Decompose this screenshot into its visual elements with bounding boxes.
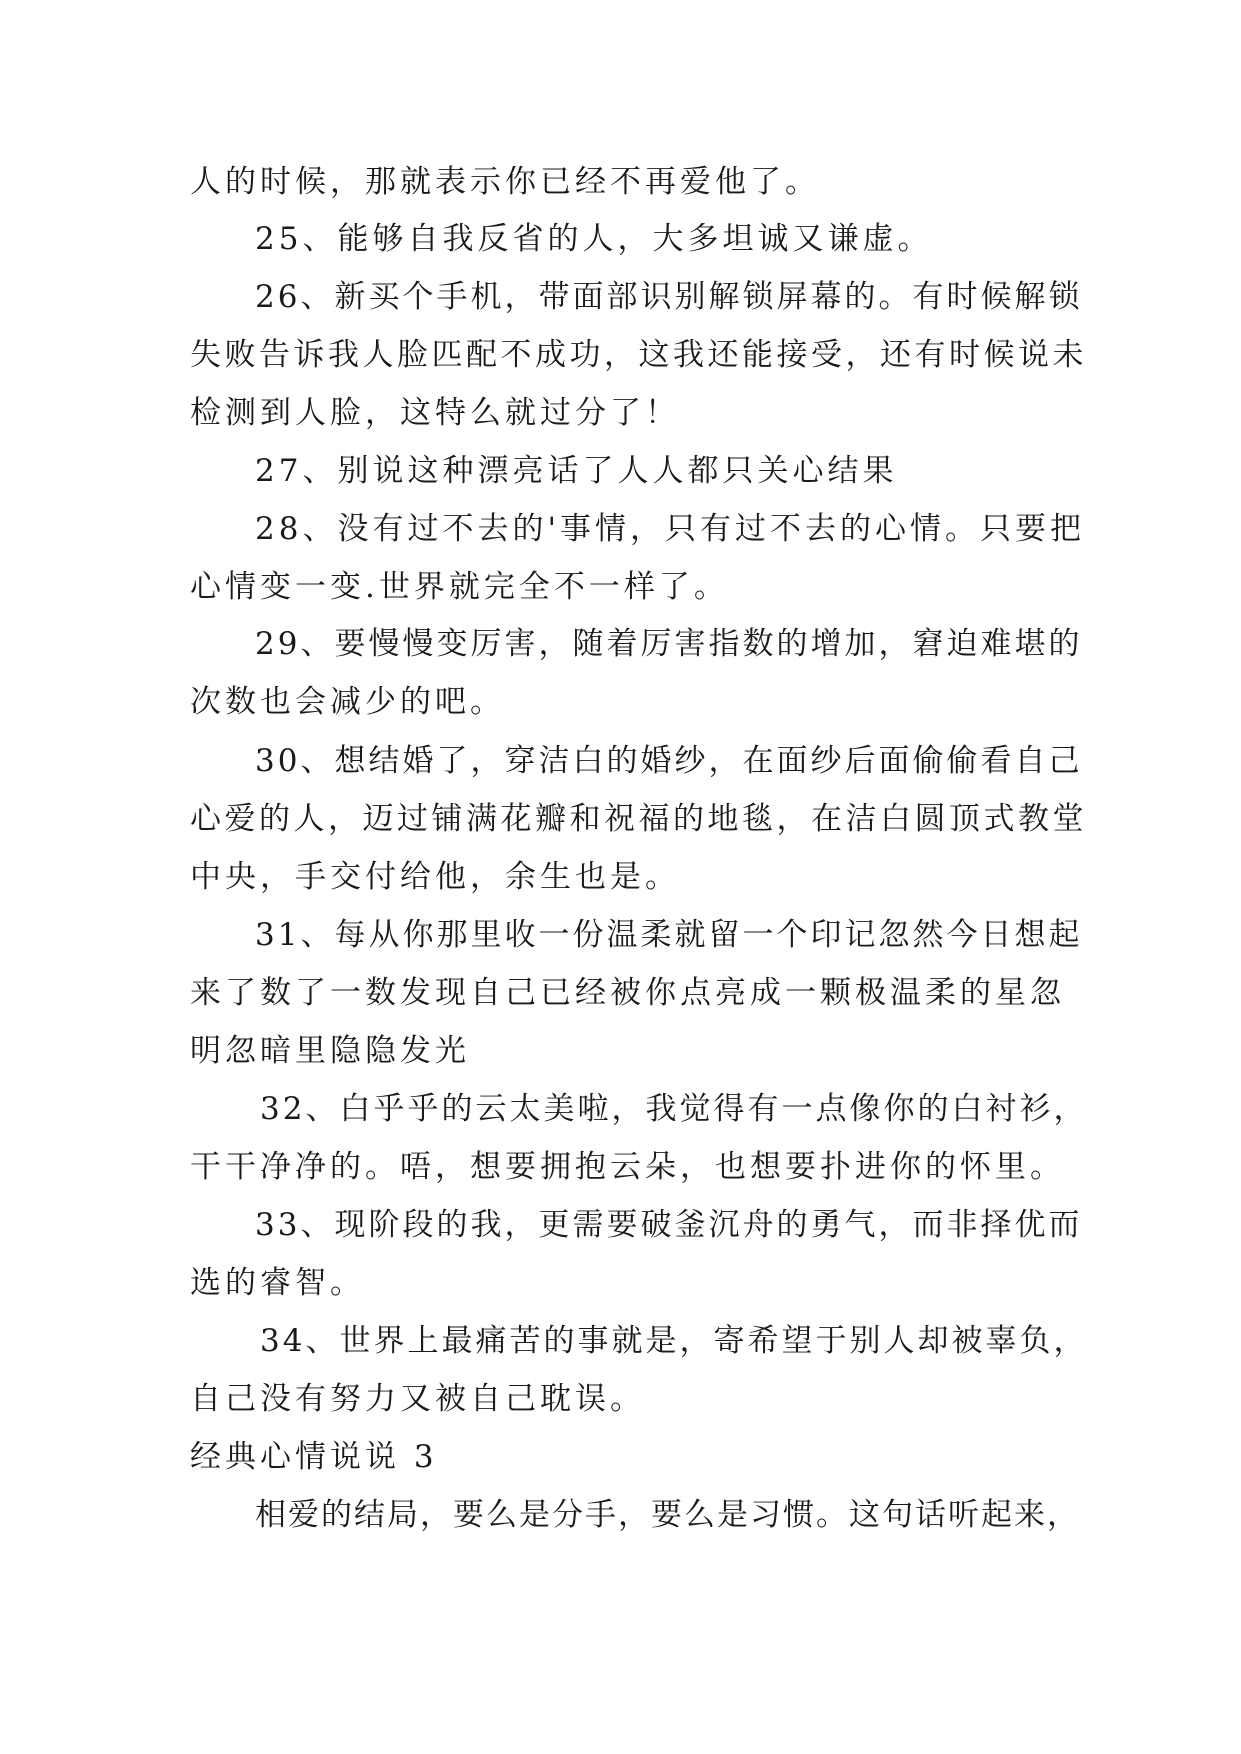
text-line: 次数也会减少的吧。 [190, 684, 505, 720]
text-line: 34、世界上最痛苦的事就是，寄希望于别人却被辜负， [260, 1323, 1088, 1359]
text-line: 来了数了一数发现自己已经被你点亮成一颗极温柔的星忽 [190, 975, 1065, 1011]
text-line: 28、没有过不去的'事情，只有过不去的心情。只要把 [255, 511, 1085, 547]
text-line: 心情变一变.世界就完全不一样了。 [190, 569, 729, 605]
text-line: 相爱的结局，要么是分手，要么是习惯。这句话听起来， [255, 1497, 1080, 1533]
text-line: 失败告诉我人脸匹配不成功，这我还能接受，还有时候说未 [190, 337, 1087, 373]
text-line: 心爱的人，迈过铺满花瓣和祝福的地毯，在洁白圆顶式教堂 [190, 801, 1087, 837]
section-heading: 经典心情说说 3 [190, 1439, 438, 1475]
text-line: 干干净净的。唔，想要拥抱云朵，也想要扑进你的怀里。 [190, 1149, 1065, 1185]
text-line: 29、要慢慢变厉害，随着厉害指数的增加，窘迫难堪的 [255, 626, 1083, 662]
text-line: 25、能够自我反省的人，大多坦诚又谦虚。 [255, 221, 933, 257]
text-line: 中央，手交付给他，余生也是。 [190, 859, 680, 895]
text-line: 26、新买个手机，带面部识别解锁屏幕的。有时候解锁 [255, 279, 1083, 315]
text-line: 31、每从你那里收一份温柔就留一个印记忽然今日想起 [255, 917, 1083, 953]
text-line: 自己没有努力又被自己耽误。 [190, 1381, 645, 1417]
text-line: 30、想结婚了，穿洁白的婚纱，在面纱后面偷偷看自己 [255, 743, 1083, 779]
text-line: 人的时候，那就表示你已经不再爱他了。 [190, 164, 820, 200]
text-line: 明忽暗里隐隐发光 [190, 1033, 470, 1069]
text-line: 33、现阶段的我，更需要破釜沉舟的勇气，而非择优而 [255, 1207, 1083, 1243]
text-line: 32、白乎乎的云太美啦，我觉得有一点像你的白衬衫， [260, 1091, 1088, 1127]
text-line: 检测到人脸，这特么就过分了！ [190, 395, 680, 431]
text-line: 选的睿智。 [190, 1265, 365, 1301]
text-line: 27、别说这种漂亮话了人人都只关心结果 [255, 453, 898, 489]
